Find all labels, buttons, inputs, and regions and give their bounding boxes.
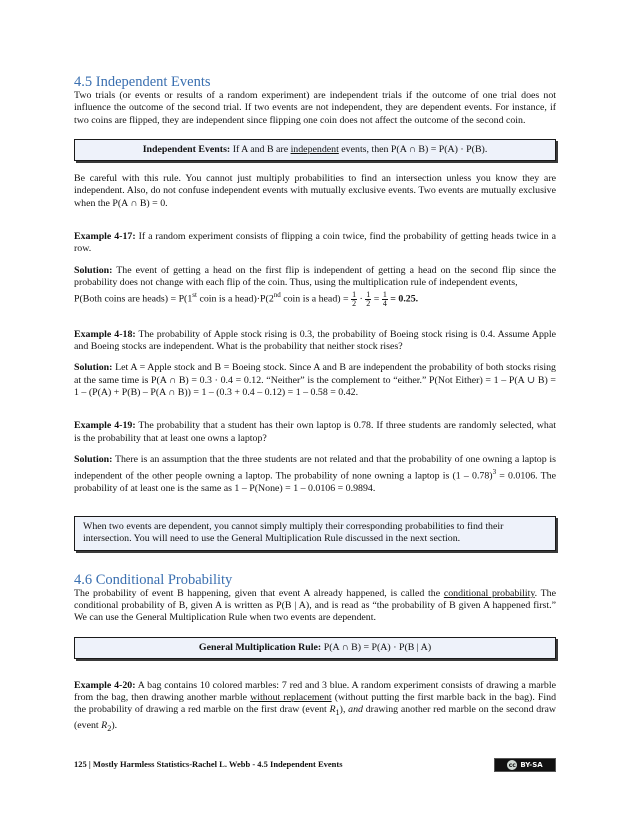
- solution-text: There is an assumption that the three students are not related and that the probability of one owning a laptop is independent of the other people owning a laptop. The probability of none owning a laptop is (1 – 0.78): [74, 453, 556, 482]
- dependent-events-note-box: When two events are dependent, you cannot simply multiply their corresponding probabilities to find their intersection. You will need to use the General Multiplication Rule discussed in the next section.: [74, 516, 556, 551]
- rule-label: Independent Events:: [142, 143, 231, 155]
- example-label: Example 4-20:: [74, 679, 136, 691]
- example-text: A bag contains 10 colored marbles: 7 red and 3 blue. A random experiment consists of drawing a marble from the bag, then drawing another marble: [74, 679, 556, 704]
- eq-equals: =: [371, 293, 382, 305]
- example-text: drawing another red marble on the second draw (event: [74, 704, 556, 731]
- example-4-19: [74, 420, 556, 445]
- solution-text: The event of getting a head on the first flip is independent of getting a head on the second flip since the probability does not change with each flip of the coin. Thus, using the multiplication rule of independent events,: [74, 264, 556, 288]
- footer-text: 125 | Mostly Harmless Statistics-Rachel L. Webb - 4.5 Independent Events: [74, 759, 343, 769]
- solution-tail: = 0.0106. The probability of at least one is the same as 1 – P(None) = 1 – 0.0106 = 0.9894.: [74, 470, 556, 494]
- intro-part: The probability of event B happening, given that event A already happened, is called the: [74, 587, 444, 599]
- intro-underlined: conditional probability: [443, 587, 535, 599]
- general-multiplication-rule-box: [74, 637, 556, 659]
- solution-label: Solution:: [74, 362, 113, 374]
- page-footer: [74, 758, 556, 772]
- example-text: The probability of Apple stock rising is 0.3, the probability of Boeing stock rising is 0.4. Assume Apple and Boeing stocks are independent. What is the probability that neither stock rises?: [74, 328, 556, 353]
- section-heading-conditional-probability: 4.6 Conditional Probability: [74, 571, 233, 588]
- fraction: $\frac{1}{2}$: [366, 289, 371, 308]
- rule-text: P(A ∩ B) = P(A) · P(B | A): [321, 641, 432, 653]
- example-text: (without putting the first marble back in the bag). Find the probability of drawing a red marble on the first draw (event: [74, 692, 557, 716]
- cc-license-badge: [494, 758, 556, 772]
- event-sub: 2: [107, 723, 112, 733]
- eq-part: coin is a head) =: [280, 293, 352, 305]
- example-text: ),: [339, 704, 349, 716]
- rule-label: General Multiplication Rule:: [198, 641, 322, 653]
- example-italic-and: and: [348, 704, 363, 716]
- event-r2: R: [101, 719, 108, 731]
- example-4-18-solution: [74, 362, 556, 399]
- eq-sup: nd: [273, 291, 281, 300]
- example-4-18: [74, 329, 556, 354]
- eq-dot: ·: [357, 293, 366, 305]
- caution-paragraph: Be careful with this rule. You cannot just multiply probabilities to find an intersection unless you know they are independent. Also, do not confuse independent events with mutually exclusive events. Two events are mutually exclusive when the P(A ∩ B) = 0.: [74, 173, 556, 209]
- eq-part: coin is a head)·P(2: [196, 293, 274, 305]
- conditional-probability-intro: [74, 588, 556, 625]
- example-label: Example 4-19:: [74, 420, 136, 432]
- example-label: Example 4-18:: [74, 328, 136, 340]
- rule-text-post: events, then P(A ∩ B) = P(A) · P(B).: [338, 143, 488, 155]
- license-label: BY-SA: [520, 761, 543, 769]
- eq-sup: st: [192, 291, 197, 300]
- example-4-17-equation: [74, 289, 556, 308]
- example-4-17-solution: [74, 265, 556, 290]
- example-text: The probability that a student has their own laptop is 0.78. If three students are randomly selected, what is the probability that at least one owns a laptop?: [74, 420, 556, 444]
- rule-underlined: independent: [290, 143, 339, 155]
- example-4-20: [74, 680, 556, 735]
- solution-text: Let A = Apple stock and B = Boeing stock. Since A and B are independent the probability of both stocks rising at the same time is P(A ∩ B) = 0.3 · 0.4 = 0.12. “Neither” is the complement to “either.” P(Not Either) = 1 – P(A ∪ B) = 1 – (P(A) + P(B) – P(A ∩ B)) = 1 – (0.3 + 0.4 – 0.12) = 1 – 0.58 = 0.42.: [74, 362, 556, 398]
- fraction: $\frac{1}{4}$: [382, 289, 387, 308]
- eq-result: = 0.25.: [387, 293, 419, 305]
- rule-text-pre: If A and B are: [230, 143, 291, 155]
- event-sub: 1: [335, 708, 340, 718]
- cc-icon: cc: [508, 761, 516, 769]
- example-4-19-solution: [74, 454, 556, 495]
- eq-part: P(Both coins are heads) = P(1: [74, 293, 193, 305]
- solution-sup: 3: [492, 468, 497, 477]
- solution-label: Solution:: [74, 453, 113, 465]
- fraction: $\frac{1}{2}$: [352, 289, 357, 308]
- independent-events-rule-box: [74, 139, 556, 161]
- example-label: Example 4-17:: [74, 231, 136, 243]
- example-text: If a random experiment consists of flipping a coin twice, find the probability of getting heads twice in a row.: [74, 231, 556, 255]
- example-text: ).: [111, 719, 118, 731]
- section-heading-independent-events: 4.5 Independent Events: [74, 74, 211, 90]
- page-content: [74, 74, 556, 735]
- solution-label: Solution:: [74, 264, 113, 276]
- independent-events-intro: Two trials (or events or results of a random experiment) are independent trials if the outcome of one trial does not influence the outcome of the second trial. If two events are not independent, they are dependent events. For instance, if two coins are flipped, they are independent since flipping one coin does not affect the outcome of the second coin.: [74, 90, 556, 126]
- intro-part: . The conditional probability of B, given A is written as P(B | A), and is read as “the probability of B given A happened first.” We can use the General Multiplication Rule when two events are dependent.: [74, 587, 556, 624]
- example-4-17: [74, 231, 556, 256]
- event-r1: R: [329, 704, 336, 716]
- example-underlined: without replacement: [250, 692, 332, 704]
